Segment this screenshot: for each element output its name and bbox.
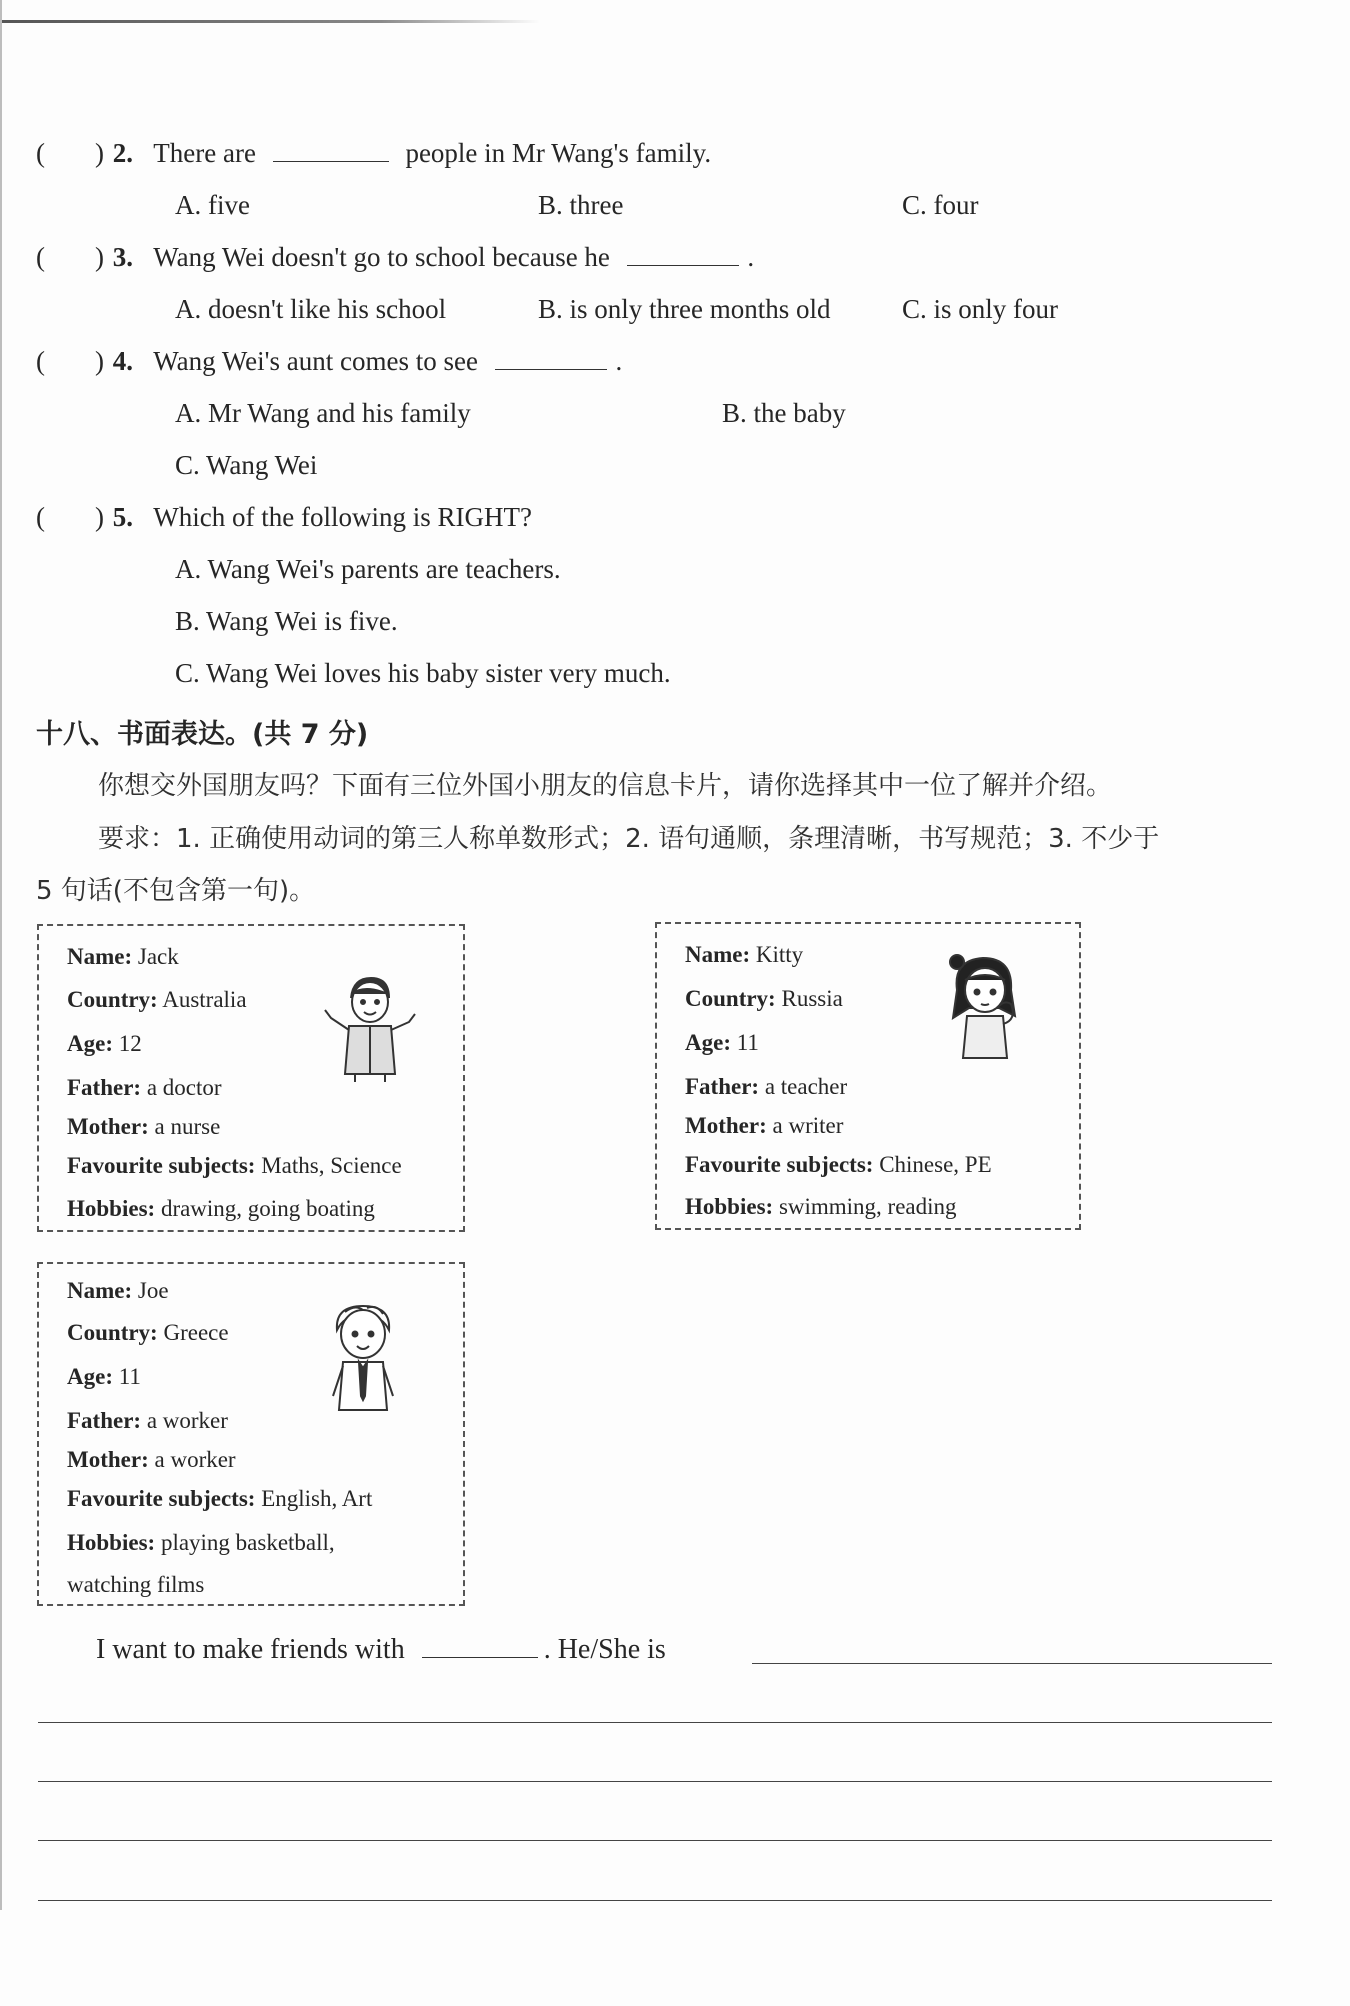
option-c: C. four: [902, 190, 979, 220]
question-text: Wang Wei's aunt comes to see: [153, 346, 478, 376]
writing-line[interactable]: [38, 1900, 1272, 1901]
writing-line[interactable]: [38, 1840, 1272, 1841]
card-field: Favourite subjects: English, Art: [67, 1486, 373, 1511]
question-text: There are: [153, 138, 256, 168]
card-field: Father: a teacher: [685, 1074, 848, 1099]
info-card-kitty: [655, 922, 1081, 1230]
card-field: Mother: a nurse: [67, 1114, 221, 1139]
card-field: Name: Kitty: [685, 942, 804, 967]
option-a: A. Mr Wang and his family: [175, 398, 471, 428]
option-c: C. Wang Wei: [175, 450, 318, 480]
option-b: B. three: [538, 190, 624, 220]
header-rule: [0, 20, 540, 23]
boy-waving-icon: [319, 970, 419, 1082]
info-card-joe: [37, 1262, 465, 1606]
writing-line[interactable]: [752, 1663, 1272, 1664]
question-number: 4.: [112, 346, 133, 376]
card-field: Hobbies: drawing, going boating: [67, 1196, 375, 1221]
question-5: [36, 502, 532, 533]
writing-line[interactable]: [38, 1722, 1272, 1723]
card-field: Age: 11: [685, 1030, 759, 1055]
answer-paren[interactable]: ( ): [36, 138, 104, 168]
option-a: A. Wang Wei's parents are teachers.: [175, 554, 561, 584]
card-field: Hobbies: playing basketball,: [67, 1530, 335, 1555]
boy-tie-icon: [325, 1300, 401, 1416]
card-field: Country: Australia: [67, 987, 247, 1012]
question-text: Which of the following is RIGHT?: [153, 502, 532, 532]
card-field: Name: Jack: [67, 944, 179, 969]
question-text-end: .: [615, 346, 623, 376]
writing-middle: . He/She is: [543, 1634, 666, 1665]
card-field: Age: 11: [67, 1364, 141, 1389]
question-2: [36, 138, 711, 169]
option-b: B. Wang Wei is five.: [175, 606, 398, 636]
answer-blank[interactable]: [495, 347, 607, 370]
card-field: Country: Russia: [685, 986, 843, 1011]
question-number: 2.: [112, 138, 133, 168]
friend-name-blank[interactable]: [422, 1635, 538, 1658]
card-field: Father: a doctor: [67, 1075, 222, 1100]
question-number: 5.: [112, 502, 133, 532]
option-a: A. doesn't like his school: [175, 294, 447, 324]
question-4: [36, 346, 622, 377]
answer-paren[interactable]: ( ): [36, 502, 104, 532]
question-text-end: people in Mr Wang's family.: [405, 138, 712, 168]
option-a: A. five: [175, 190, 250, 220]
writing-prefix: I want to make friends with: [96, 1634, 405, 1665]
section-requirements-cont: 5 句话(不包含第一句)。: [36, 876, 316, 906]
card-field-continuation: watching films: [67, 1572, 205, 1597]
card-field: Mother: a worker: [67, 1447, 236, 1472]
answer-blank[interactable]: [627, 243, 739, 266]
question-text: Wang Wei doesn't go to school because he: [153, 242, 610, 272]
card-field: Hobbies: swimming, reading: [685, 1194, 957, 1219]
card-field: Favourite subjects: Chinese, PE: [685, 1152, 992, 1177]
card-field: Age: 12: [67, 1031, 142, 1056]
card-field: Favourite subjects: Maths, Science: [67, 1153, 402, 1178]
card-field: Mother: a writer: [685, 1113, 844, 1138]
question-3: [36, 242, 754, 273]
option-c: C. is only four: [902, 294, 1059, 324]
option-c: C. Wang Wei loves his baby sister very much.: [175, 658, 671, 688]
section-intro: 你想交外国朋友吗？下面有三位外国小朋友的信息卡片，请你选择其中一位了解并介绍。: [98, 771, 1113, 801]
info-card-jack: [37, 924, 465, 1232]
page-edge: [0, 0, 2, 1910]
card-field: Father: a worker: [67, 1408, 228, 1433]
girl-thinking-icon: [939, 950, 1031, 1062]
card-field: Name: Joe: [67, 1278, 169, 1303]
writing-line[interactable]: [38, 1781, 1272, 1782]
option-b: B. is only three months old: [538, 294, 831, 324]
option-b: B. the baby: [722, 398, 846, 428]
answer-blank[interactable]: [273, 139, 389, 162]
card-field: Country: Greece: [67, 1320, 229, 1345]
writing-prompt: [96, 1634, 666, 1666]
answer-paren[interactable]: ( ): [36, 346, 104, 376]
question-text-end: .: [747, 242, 755, 272]
question-number: 3.: [112, 242, 133, 272]
answer-paren[interactable]: ( ): [36, 242, 104, 272]
section-title: 十八、书面表达。(共 7 分): [36, 719, 369, 750]
section-requirements: 要求：1. 正确使用动词的第三人称单数形式；2. 语句通顺，条理清晰，书写规范；3. 不少于: [98, 824, 1160, 854]
